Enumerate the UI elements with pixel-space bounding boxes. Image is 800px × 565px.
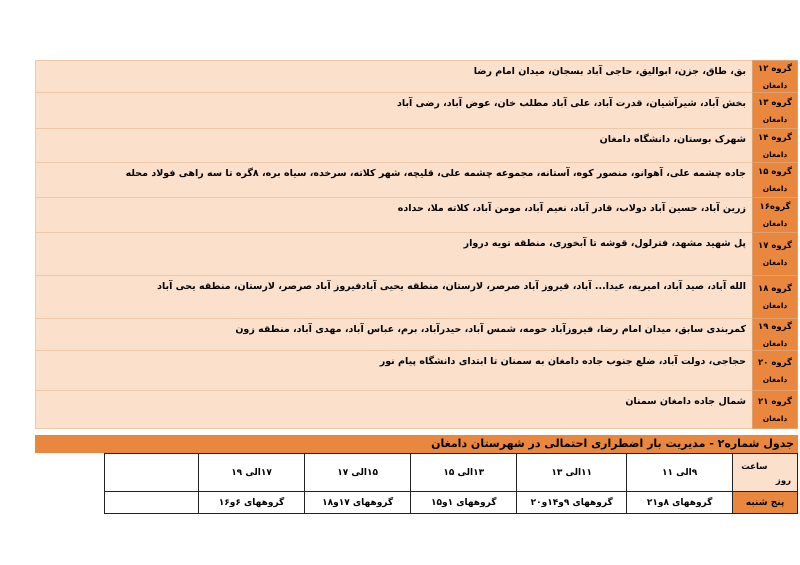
- schedule-cell: گروههای ۱و۱۵: [411, 492, 517, 514]
- group-city: دامغان: [762, 80, 788, 90]
- group-name: گروه ۱۹: [758, 321, 792, 332]
- group-row: [36, 61, 798, 93]
- group-city: دامغان: [762, 114, 788, 124]
- corner-time-label: ساعت: [741, 462, 768, 472]
- group-name: گروه ۱۴: [758, 132, 792, 143]
- group-row: [36, 319, 798, 351]
- corner-cell: [733, 454, 798, 492]
- group-areas: جاده چشمه علی، آهوانو، منصور کوه، آستانه، مجموعه چشمه علی، قلیچه، شهر کلاته، سرخده، سیاه بره، ۸گره تا سه راهی فولاد محله: [36, 163, 753, 198]
- group-name: گروه ۲۱: [758, 396, 792, 407]
- group-areas: بخش آباد، شیرآشیان، قدرت آباد، علی آباد مطلب خان، عوض آباد، رضی آباد: [36, 93, 753, 129]
- group-label-cell: [753, 198, 798, 233]
- group-areas: حجاجی، دولت آباد، ضلع جنوب جاده دامغان به سمنان تا ابتدای دانشگاه پیام نور: [36, 351, 753, 391]
- group-label-cell: [753, 276, 798, 319]
- group-name: گروه ۱۸: [758, 284, 792, 294]
- group-name: گروه ۲۰: [758, 357, 792, 368]
- group-row: [36, 198, 798, 233]
- group-areas: پل شهید مشهد، فترلول، قوشه تا آبخوری، منطقه تویه دروار: [36, 233, 753, 276]
- group-city: دامغان: [762, 374, 788, 384]
- group-areas: شمال جاده دامغان سمنان: [36, 391, 753, 429]
- group-label-cell: [753, 163, 798, 198]
- group-label-cell: [753, 319, 798, 351]
- schedule-cell: گروههای ۱۷و۱۸: [305, 492, 411, 514]
- group-name: گروه ۱۲: [758, 63, 792, 74]
- group-city: دامغان: [762, 219, 788, 228]
- group-areas: کمربندی سابق، میدان امام رضا، فیروزآباد حومه، شمس آباد، حیدرآباد، برم، عباس آباد، مهدی آباد، منطقه زون: [36, 319, 753, 351]
- time-slot-header: ۱۷الی ۱۹: [199, 454, 305, 492]
- group-areas: الله آباد، صید آباد، امیریه، عیدا... آباد، فیروز آباد صرصر، لارستان، منطقه یحیی آبادفیروز آباد صرصر، لارستان، منطقه یحی آباد: [36, 276, 753, 319]
- time-slot-header: ۱۵الی ۱۷: [305, 454, 411, 492]
- schedule-title: جدول شماره۲ - مدیریت بار اضطراری احتمالی در شهرستان دامغان: [35, 435, 798, 453]
- group-row: [36, 93, 798, 129]
- group-name: گروه۱۶: [759, 202, 791, 212]
- group-name: گروه ۱۷: [758, 241, 792, 251]
- group-label-cell: [753, 351, 798, 391]
- time-slot-header: ۱۳الی ۱۵: [411, 454, 517, 492]
- group-city: دامغان: [762, 184, 788, 193]
- group-areas: شهرک بوستان، دانشگاه دامغان: [36, 129, 753, 163]
- group-city: دامغان: [762, 413, 788, 423]
- groups-table: [35, 60, 798, 429]
- time-slot-header: ۹الی ۱۱: [627, 454, 733, 492]
- group-row: [36, 391, 798, 429]
- group-row: [36, 351, 798, 391]
- group-row: [36, 233, 798, 276]
- group-row: [36, 276, 798, 319]
- corner-day-label: روز: [775, 476, 791, 486]
- group-row: [36, 129, 798, 163]
- schedule-cell: گروههای ۹و۱۴و۲۰: [517, 492, 627, 514]
- schedule-cell: گروههای ۶و۱۶: [199, 492, 305, 514]
- empty-header-cell: [105, 454, 199, 492]
- group-areas: بق، طاق، جزن، ابوالیق، حاجی آباد بسجان، میدان امام رضا: [36, 61, 753, 93]
- group-city: دامغان: [762, 149, 788, 159]
- group-label-cell: [753, 93, 798, 129]
- group-label-cell: [753, 233, 798, 276]
- group-label-cell: [753, 129, 798, 163]
- empty-cell: [105, 492, 199, 514]
- schedule-cell: گروههای ۸و۲۱: [627, 492, 733, 514]
- group-city: دامغان: [762, 338, 788, 348]
- group-name: گروه ۱۳: [758, 97, 792, 108]
- schedule-day-row: [105, 492, 798, 514]
- group-city: دامغان: [762, 301, 788, 310]
- schedule-header-row: [105, 454, 798, 492]
- time-slot-header: ۱۱الی ۱۳: [517, 454, 627, 492]
- group-label-cell: [753, 61, 798, 93]
- schedule-table: [104, 453, 798, 514]
- group-label-cell: [753, 391, 798, 429]
- day-cell: پنج شنبه: [733, 492, 798, 514]
- group-areas: زرین آباد، حسین آباد دولاب، قادر آباد، نعیم آباد، مومن آباد، کلاته ملا، حداده: [36, 198, 753, 233]
- group-row: [36, 163, 798, 198]
- group-city: دامغان: [762, 258, 788, 267]
- group-name: گروه ۱۵: [758, 167, 792, 177]
